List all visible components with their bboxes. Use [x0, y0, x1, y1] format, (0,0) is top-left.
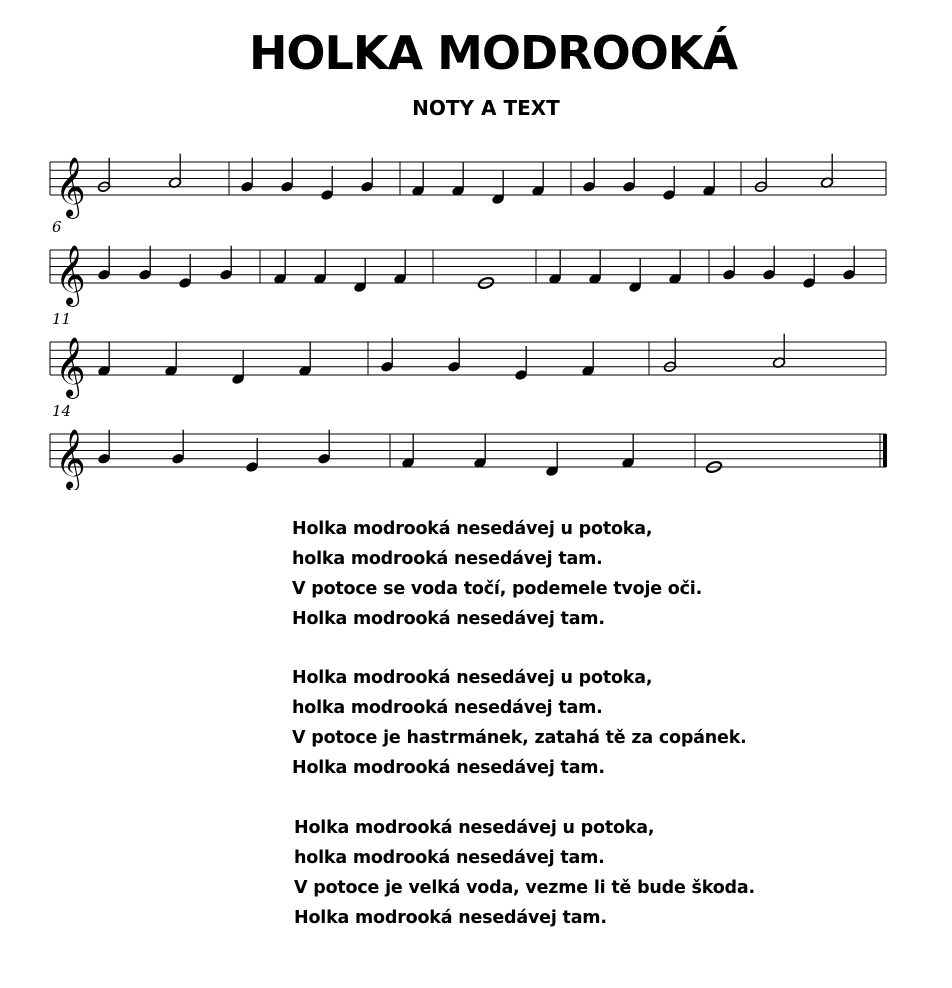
lyric-line: Holka modrooká nesedávej u potoka,: [292, 519, 653, 539]
measure-number: 14: [52, 402, 72, 420]
sheet-music: [0, 140, 952, 490]
page-title: HOLKA MODROOKÁ: [248, 26, 738, 80]
treble-clef-icon: 𝄞: [55, 245, 86, 305]
measure-number: 11: [52, 310, 72, 328]
measure-number: 6: [52, 218, 62, 236]
verse-1: [292, 514, 702, 634]
lyric-line: holka modrooká nesedávej tam.: [292, 549, 603, 569]
lyric-line: Holka modrooká nesedávej u potoka,: [292, 668, 653, 688]
lyric-line: Holka modrooká nesedávej tam.: [294, 908, 607, 928]
lyric-line: Holka modrooká nesedávej tam.: [292, 609, 605, 629]
verse-2: [292, 663, 747, 783]
lyric-line: holka modrooká nesedávej tam.: [294, 848, 605, 868]
verse-3: [294, 813, 755, 933]
lyric-line: Holka modrooká nesedávej tam.: [292, 758, 605, 778]
lyric-line: Holka modrooká nesedávej u potoka,: [294, 818, 655, 838]
lyric-line: V potoce je velká voda, vezme li tě bude škoda.: [294, 878, 755, 898]
final-barline-thick: [883, 434, 887, 467]
treble-clef-icon: 𝄞: [55, 429, 86, 489]
treble-clef-icon: 𝄞: [55, 337, 86, 397]
page-subtitle: NOTY A TEXT: [412, 96, 560, 120]
lyric-line: holka modrooká nesedávej tam.: [292, 698, 603, 718]
lyric-line: V potoce se voda točí, podemele tvoje oči.: [292, 579, 703, 599]
treble-clef-icon: 𝄞: [55, 157, 86, 217]
lyric-line: V potoce je hastrmánek, zatahá tě za copánek.: [292, 728, 747, 748]
